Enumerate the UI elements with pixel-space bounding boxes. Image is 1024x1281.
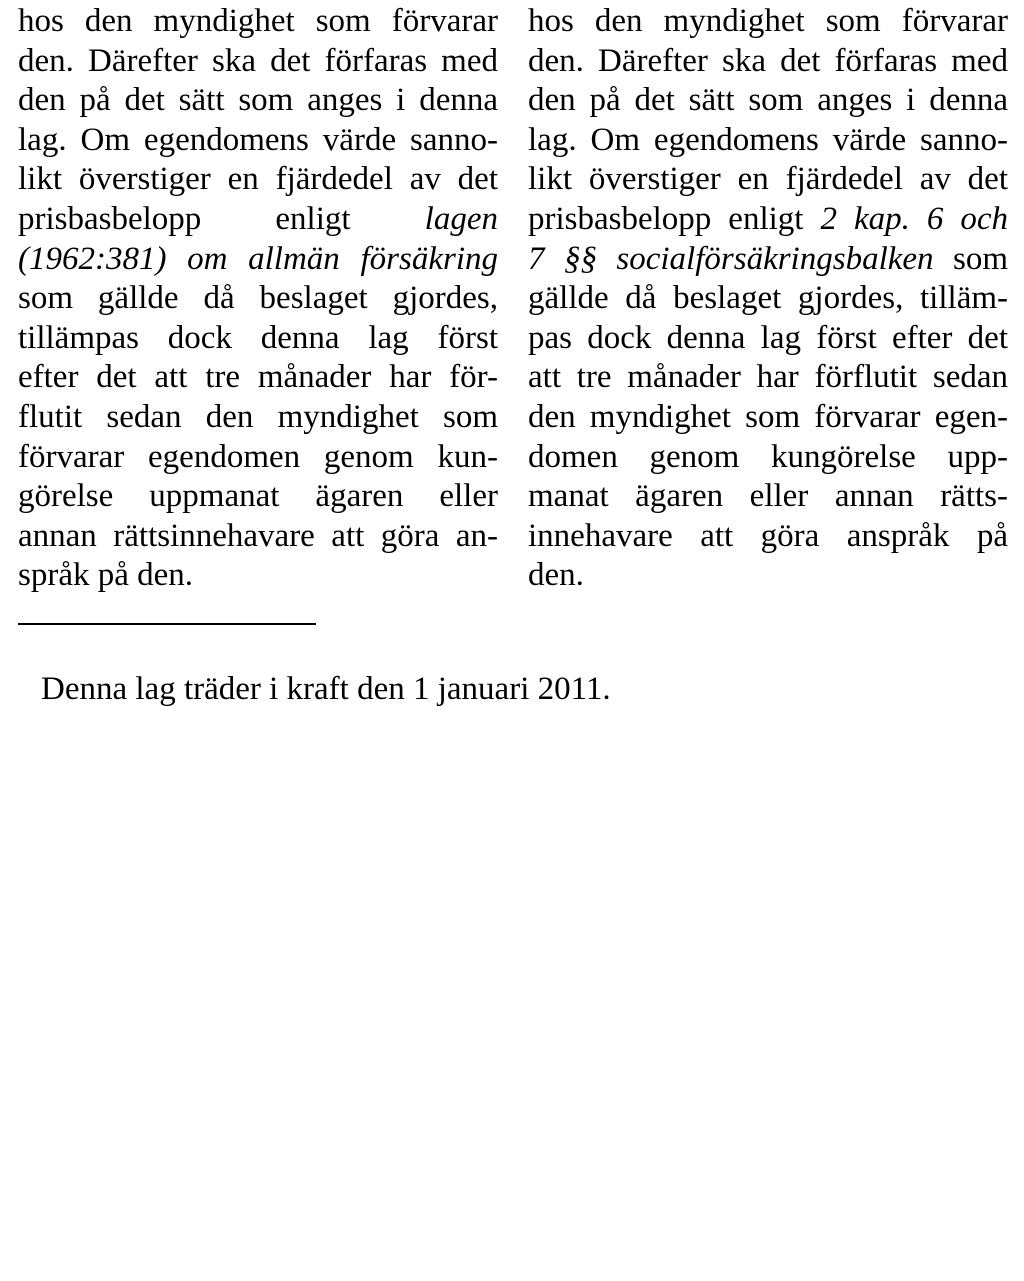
text-line: likt överstiger en fjärdedel av det — [18, 161, 498, 198]
law-reference: lagen — [424, 200, 498, 237]
text-line: manat ägaren eller annan rätts- — [528, 478, 1008, 515]
text-line: den. — [528, 557, 584, 594]
text-line — [528, 200, 1008, 240]
text-line: tillämpas dock denna lag först — [18, 319, 498, 356]
text-line: flutit sedan den myndighet som — [18, 398, 498, 435]
text-line: hos den myndighet som förvarar — [528, 3, 1008, 39]
text-line: den. Därefter ska det förfaras med — [528, 42, 1008, 79]
text-line: den. Därefter ska det förfaras med — [18, 42, 498, 79]
text-line: lag. Om egendomens värde sanno- — [528, 121, 1008, 158]
footnote-divider — [18, 623, 316, 625]
entry-into-force-note: Denna lag träder i kraft den 1 januari 2011. — [41, 671, 611, 707]
text-line — [18, 240, 498, 280]
text-line: görelse uppmanat ägaren eller — [18, 478, 498, 515]
text-line: efter det att tre månader har för- — [18, 359, 498, 396]
text-line — [18, 200, 498, 240]
proposed-wording-column — [528, 2, 1008, 596]
text-line: språk på den. — [18, 557, 194, 594]
text-line: likt överstiger en fjärdedel av det — [528, 161, 1008, 198]
text-line: annan rättsinnehavare att göra an- — [18, 517, 498, 554]
text-fragment: prisbasbelopp enligt — [18, 200, 425, 237]
text-fragment: som — [933, 240, 1008, 277]
text-line: den på det sätt som anges i denna — [528, 82, 1008, 119]
text-line: innehavare att göra anspråk på — [528, 517, 1008, 554]
text-line: att tre månader har förflutit sedan — [528, 359, 1008, 396]
text-line: pas dock denna lag först efter det — [528, 319, 1008, 356]
text-line — [528, 240, 1008, 280]
text-line: gällde då beslaget gjordes, tilläm- — [528, 280, 1008, 317]
law-reference: 2 kap. 6 och — [820, 200, 1008, 237]
text-line: förvarar egendomen genom kun- — [18, 438, 498, 475]
text-line: domen genom kungörelse upp- — [528, 438, 1008, 475]
text-line: lag. Om egendomens värde sanno- — [18, 121, 498, 158]
text-line: hos den myndighet som förvarar — [18, 3, 498, 39]
law-reference: (1962:381) om allmän försäkring — [18, 240, 498, 277]
text-line: den myndighet som förvarar egen- — [528, 398, 1008, 435]
current-wording-column — [18, 2, 498, 596]
text-line: den på det sätt som anges i denna — [18, 82, 498, 119]
text-fragment: prisbasbelopp enligt — [528, 200, 821, 237]
text-line: som gällde då beslaget gjordes, — [18, 280, 498, 317]
law-reference: 7 §§ socialförsäkringsbalken — [528, 240, 934, 277]
